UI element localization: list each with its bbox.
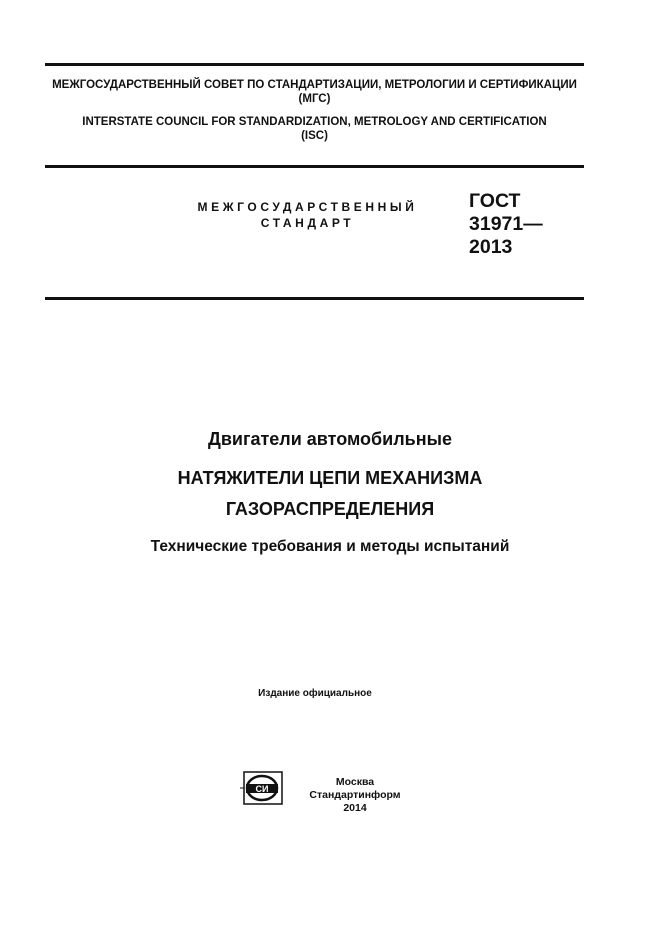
document-title-main bbox=[60, 463, 600, 525]
publisher-city: Москва bbox=[335, 776, 375, 788]
standard-code bbox=[469, 190, 543, 259]
logo-text: СИ bbox=[255, 784, 269, 794]
council-en bbox=[45, 115, 584, 143]
standard-code-line2: 31971— bbox=[469, 213, 543, 235]
council-en-line1: INTERSTATE COUNCIL FOR STANDARDIZATION, METROLOGY AND CERTIFICATION bbox=[82, 116, 547, 128]
document-title-line1: Двигатели автомобильные bbox=[208, 429, 452, 449]
document-subtitle: Технические требования и методы испытаний bbox=[150, 538, 510, 555]
document-title-line3: ГАЗОРАСПРЕДЕЛЕНИЯ bbox=[225, 499, 435, 519]
publication-year: 2014 bbox=[343, 802, 367, 814]
top-rule bbox=[45, 63, 584, 66]
standard-type-line1: МЕЖГОСУДАРСТВЕННЫЙ bbox=[197, 200, 418, 214]
council-ru-line2: (МГС) bbox=[298, 93, 331, 105]
bottom-rule bbox=[45, 297, 584, 300]
document-title-line2: НАТЯЖИТЕЛИ ЦЕПИ МЕХАНИЗМА bbox=[177, 468, 483, 488]
standartinform-logo-icon bbox=[238, 770, 284, 806]
council-ru bbox=[45, 78, 584, 106]
publisher-name: Стандартинформ bbox=[309, 789, 401, 801]
standard-code-line3: 2013 bbox=[469, 236, 513, 258]
standard-type-label bbox=[170, 199, 445, 231]
middle-rule bbox=[45, 165, 584, 168]
edition-label: Издание официальное bbox=[258, 688, 372, 699]
council-en-line2: (ISC) bbox=[301, 130, 328, 142]
publisher-info bbox=[300, 776, 410, 815]
council-ru-line1: МЕЖГОСУДАРСТВЕННЫЙ СОВЕТ ПО СТАНДАРТИЗАЦИИ, МЕТРОЛОГИИ И СЕРТИФИКАЦИИ bbox=[52, 79, 577, 91]
standard-type-line2: СТАНДАРТ bbox=[260, 216, 355, 230]
standard-code-line1: ГОСТ bbox=[469, 190, 521, 212]
